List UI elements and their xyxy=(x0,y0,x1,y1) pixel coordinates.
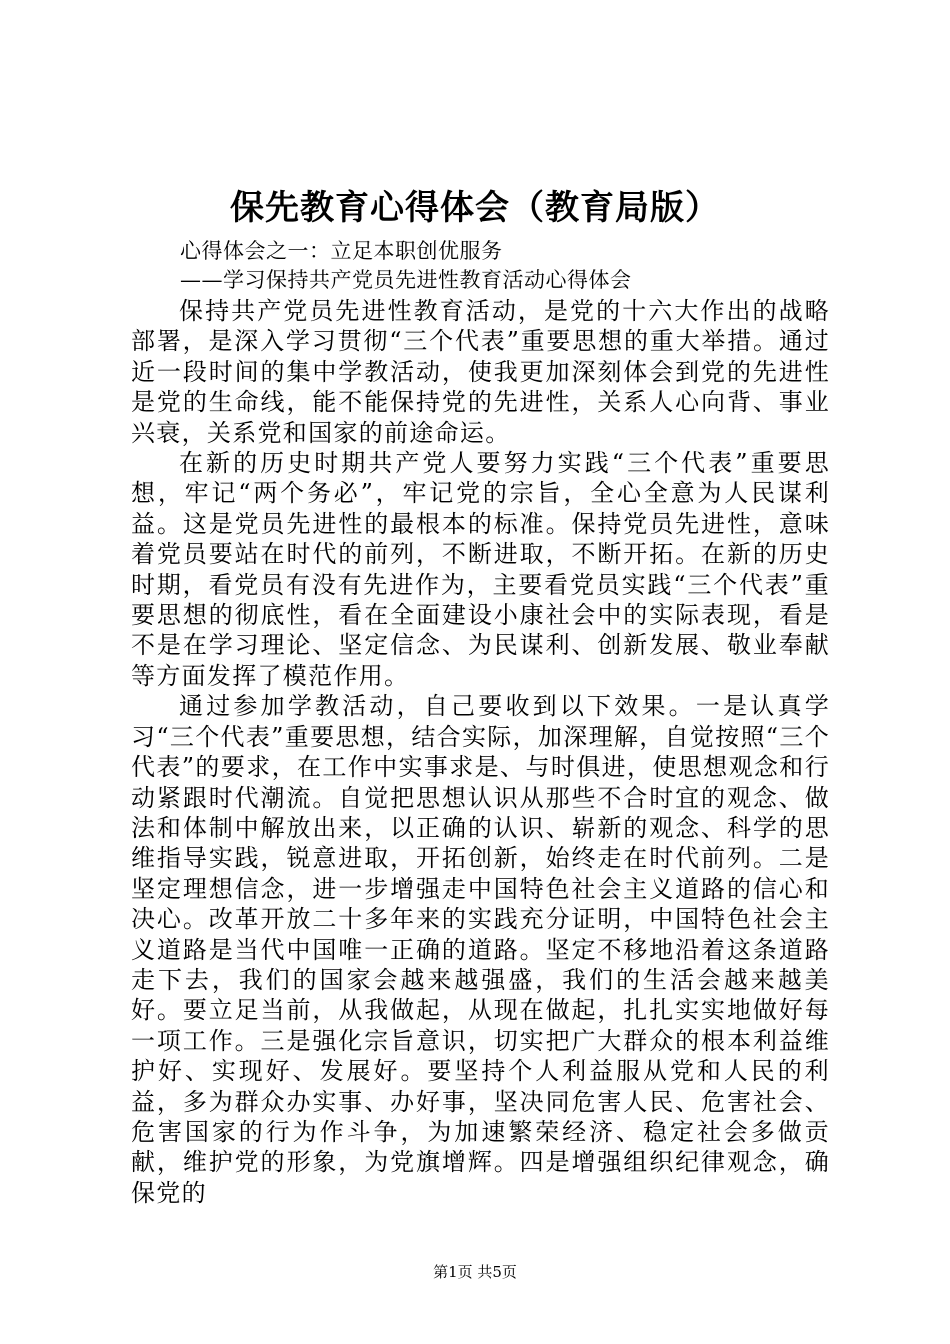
page-footer: 第1页 共5页 xyxy=(433,1263,517,1281)
paragraph-2: 在新的历史时期共产党人要努力实践“三个代表”重要思想，牢记“两个务必”，牢记党的宗旨，全心全意为人民谋利益。这是党员先进性的最根本的标准。保持党员先进性，意味着党员要站在时代的前列，不断进取，不断开拓。在新的历史时期，看党员有没有先进作为，主要看党员实践“三个代表”重要思想的彻底性，看在全面建设小康社会中的实际表现，看是不是在学习理论、坚定信念、为民谋利、创新发展、敬业奉献等方面发挥了模范作用。 xyxy=(131,449,830,690)
paragraph-1: 保持共产党员先进性教育活动，是党的十六大作出的战略部署，是深入学习贯彻“三个代表”重要思想的重大举措。通过近一段时间的集中学教活动，使我更加深刻体会到党的先进性是党的生命线，能不能保持党的先进性，关系人心向背、事业兴衰，关系党和国家的前途命运。 xyxy=(131,297,830,447)
subheading-2: ——学习保持共产党员先进性教育活动心得体会 xyxy=(180,268,632,292)
paragraph-3: 通过参加学教活动，自己要收到以下效果。一是认真学习“三个代表”重要思想，结合实际，加深理解，自觉按照“三个代表”的要求，在工作中实事求是、与时俱进，使思想观念和行动紧跟时代潮流。自觉把思想认识从那些不合时宜的观念、做法和体制中解放出来，以正确的认识、崭新的观念、科学的思维指导实践，锐意进取，开拓创新，始终走在时代前列。二是坚定理想信念，进一步增强走中国特色社会主义道路的信心和决心。改革开放二十多年来的实践充分证明，中国特色社会主义道路是当代中国唯一正确的道路。坚定不移地沿着这条道路走下去，我们的国家会越来越强盛，我们的生活会越来越美好。要立足当前，从我做起，从现在做起，扎扎实实地做好每一项工作。三是强化宗旨意识，切实把广大群众的根本利益维护好、实现好、发展好。要坚持个人利益服从党和人民的利益，多为群众办实事、办好事，坚决同危害人民、危害社会、危害国家的行为作斗争，为加速繁荣经济、稳定社会多做贡献，维护党的形象，为党旗增辉。四是增强组织纪律观念，确保党的 xyxy=(131,692,830,1207)
document-title: 保先教育心得体会（教育局版） xyxy=(230,188,720,228)
subheading-1: 心得体会之一：立足本职创优服务 xyxy=(180,239,503,263)
document-body xyxy=(131,296,830,1208)
